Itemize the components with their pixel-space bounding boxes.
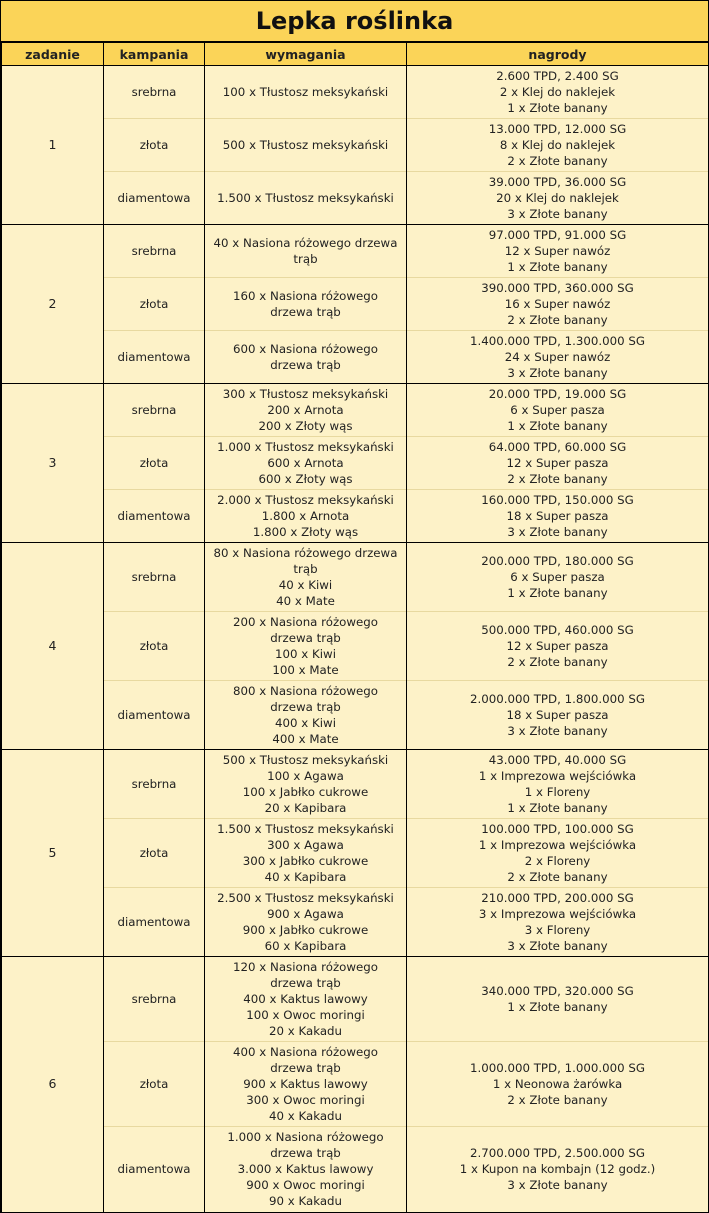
requirements-cell — [205, 1042, 407, 1127]
rewards-cell — [407, 1127, 709, 1212]
task-number: 1 — [2, 66, 104, 225]
reward-line: 2 x Złote banany — [507, 1093, 608, 1107]
header-campaign: kampania — [104, 43, 205, 66]
requirement-line: 800 x Nasiona różowego — [233, 684, 378, 698]
quest-table — [1, 42, 709, 1212]
requirement-line: drzewa trąb — [270, 1146, 341, 1161]
requirement-line: 3.000 x Kaktus lawowy — [237, 1162, 374, 1177]
campaign-cell: złota — [104, 612, 205, 681]
requirement-line: 20 x Kapibara — [264, 801, 347, 815]
requirements-cell — [205, 278, 407, 331]
reward-line: 6 x Super pasza — [510, 570, 605, 584]
reward-line: 18 x Super pasza — [506, 708, 609, 722]
reward-line: 20 x Klej do naklejek — [496, 191, 619, 205]
rewards-cell — [407, 225, 709, 278]
reward-line: 210.000 TPD, 200.000 SG — [481, 891, 634, 905]
requirement-line: 80 x Nasiona różowego drzewa — [213, 546, 398, 560]
requirement-line: 600 x Złoty wąs — [258, 472, 353, 486]
reward-line: 20.000 TPD, 19.000 SG — [488, 387, 627, 401]
reward-line: 12 x Super pasza — [506, 456, 609, 470]
reward-line: 3 x Złote banany — [507, 939, 608, 953]
requirement-line: 120 x Nasiona różowego — [233, 960, 378, 974]
requirement-line: 400 x Nasiona różowego — [233, 1045, 378, 1059]
requirement-line: 500 x Tłustosz meksykański — [222, 138, 389, 152]
campaign-cell: srebrna — [104, 957, 205, 1042]
requirement-line: 600 x Nasiona różowego — [233, 342, 378, 356]
campaign-cell: srebrna — [104, 225, 205, 278]
reward-line: 1 x Neonowa żarówka — [492, 1077, 623, 1091]
reward-line: 97.000 TPD, 91.000 SG — [488, 228, 627, 242]
reward-line: 1.000.000 TPD, 1.000.000 SG — [469, 1061, 646, 1075]
reward-line: 2 x Złote banany — [507, 154, 608, 168]
requirement-line: 100 x Owoc moringi — [246, 1008, 365, 1022]
header-requirements: wymagania — [205, 43, 407, 66]
reward-line: 100.000 TPD, 100.000 SG — [481, 822, 634, 836]
campaign-cell: diamentowa — [104, 1127, 205, 1212]
reward-line: 1 x Imprezowa wejściówka — [478, 769, 637, 783]
rewards-cell — [407, 384, 709, 437]
requirement-line: 1.800 x Złoty wąs — [252, 525, 359, 539]
reward-line: 1.400.000 TPD, 1.300.000 SG — [469, 334, 646, 348]
requirement-line: drzewa trąb — [270, 305, 341, 319]
page-title: Lepka roślinka — [1, 1, 708, 42]
reward-line: 2 x Złote banany — [507, 870, 608, 884]
reward-line: 1 x Imprezowa wejściówka — [478, 838, 637, 852]
reward-line: 8 x Klej do naklejek — [499, 138, 616, 152]
requirement-line: 1.500 x Tłustosz meksykański — [217, 191, 394, 205]
task-number: 5 — [2, 750, 104, 957]
requirement-line: 600 x Arnota — [267, 456, 344, 470]
campaign-cell: złota — [104, 819, 205, 888]
campaign-cell: srebrna — [104, 750, 205, 819]
requirement-line: 160 x Nasiona różowego — [233, 289, 378, 303]
rewards-cell — [407, 957, 709, 1042]
requirement-line: 300 x Tłustosz meksykański — [222, 387, 389, 401]
table-row — [2, 278, 709, 331]
reward-line: 16 x Super nawóz — [504, 297, 611, 311]
requirement-line: 900 x Jabłko cukrowe — [242, 923, 369, 937]
reward-line: 2 x Floreny — [524, 854, 591, 868]
reward-line: 3 x Złote banany — [507, 525, 608, 539]
reward-line: 43.000 TPD, 40.000 SG — [488, 753, 627, 767]
header-task: zadanie — [2, 43, 104, 66]
requirements-cell — [205, 119, 407, 172]
requirement-line: drzewa trąb — [270, 358, 341, 372]
requirements-cell — [205, 819, 407, 888]
requirements-cell — [205, 957, 407, 1042]
task-number: 2 — [2, 225, 104, 384]
rewards-cell — [407, 1042, 709, 1127]
rewards-cell — [407, 888, 709, 957]
reward-line: 500.000 TPD, 460.000 SG — [481, 623, 634, 637]
table-row — [2, 225, 709, 278]
campaign-cell: złota — [104, 278, 205, 331]
requirements-cell — [205, 681, 407, 750]
requirements-cell — [205, 172, 407, 225]
requirements-cell — [205, 888, 407, 957]
reward-line: 64.000 TPD, 60.000 SG — [488, 440, 627, 454]
requirement-line: drzewa trąb — [270, 1061, 341, 1075]
requirement-line: 40 x Nasiona różowego drzewa — [213, 236, 398, 250]
reward-line: 2.700.000 TPD, 2.500.000 SG — [469, 1146, 646, 1161]
requirement-line: 400 x Mate — [272, 732, 339, 746]
requirement-line: 1.000 x Nasiona różowego — [227, 1130, 384, 1145]
reward-line: 24 x Super nawóz — [504, 350, 611, 364]
rewards-cell — [407, 681, 709, 750]
rewards-cell — [407, 543, 709, 612]
task-number: 4 — [2, 543, 104, 750]
reward-line: 1 x Złote banany — [507, 419, 608, 433]
table-row — [2, 490, 709, 543]
requirements-cell — [205, 331, 407, 384]
rewards-cell — [407, 437, 709, 490]
reward-line: 18 x Super pasza — [506, 509, 609, 523]
reward-line: 1 x Złote banany — [507, 586, 608, 600]
requirements-cell — [205, 384, 407, 437]
requirement-line: 2.000 x Tłustosz meksykański — [217, 493, 394, 507]
table-row — [2, 384, 709, 437]
requirement-line: 300 x Owoc moringi — [246, 1093, 365, 1107]
campaign-cell: złota — [104, 119, 205, 172]
table-row — [2, 888, 709, 957]
rewards-cell — [407, 490, 709, 543]
requirements-cell — [205, 1127, 407, 1212]
requirement-line: 400 x Kiwi — [275, 716, 336, 730]
requirement-line: drzewa trąb — [270, 700, 341, 714]
reward-line: 2 x Złote banany — [507, 472, 608, 486]
requirement-line: drzewa trąb — [270, 976, 341, 990]
reward-line: 3 x Złote banany — [507, 207, 608, 221]
reward-line: 160.000 TPD, 150.000 SG — [481, 493, 634, 507]
reward-line: 13.000 TPD, 12.000 SG — [488, 122, 627, 136]
requirement-line: 1.800 x Arnota — [261, 509, 350, 523]
requirement-line: 900 x Owoc moringi — [246, 1178, 365, 1193]
requirement-line: 40 x Kapibara — [264, 870, 347, 884]
requirement-line: 500 x Tłustosz meksykański — [222, 753, 389, 767]
requirement-line: 1.500 x Tłustosz meksykański — [217, 822, 394, 836]
requirement-line: trąb — [293, 252, 318, 266]
rewards-cell — [407, 278, 709, 331]
requirement-line: 300 x Jabłko cukrowe — [242, 854, 369, 868]
requirement-line: 900 x Kaktus lawowy — [243, 1077, 368, 1091]
table-row — [2, 1127, 709, 1212]
requirements-cell — [205, 543, 407, 612]
reward-line: 1 x Złote banany — [507, 1000, 608, 1014]
campaign-cell: złota — [104, 437, 205, 490]
requirement-line: 40 x Kakadu — [268, 1109, 343, 1123]
table-row — [2, 1042, 709, 1127]
reward-line: 2.000.000 TPD, 1.800.000 SG — [469, 692, 646, 706]
table-row — [2, 543, 709, 612]
requirement-line: 20 x Kakadu — [268, 1024, 343, 1038]
rewards-cell — [407, 819, 709, 888]
requirement-line: 60 x Kapibara — [264, 939, 347, 953]
task-number: 3 — [2, 384, 104, 543]
reward-line: 1 x Kupon na kombajn (12 godz.) — [459, 1162, 656, 1177]
rewards-cell — [407, 66, 709, 119]
reward-line: 1 x Złote banany — [507, 260, 608, 274]
requirements-cell — [205, 225, 407, 278]
task-number: 6 — [2, 957, 104, 1212]
requirement-line: 100 x Tłustosz meksykański — [222, 85, 389, 99]
rewards-cell — [407, 331, 709, 384]
requirement-line: 2.500 x Tłustosz meksykański — [217, 891, 394, 905]
reward-line: 12 x Super pasza — [506, 639, 609, 653]
campaign-cell: srebrna — [104, 384, 205, 437]
campaign-cell: diamentowa — [104, 331, 205, 384]
requirement-line: 200 x Złoty wąs — [258, 419, 353, 433]
requirements-cell — [205, 612, 407, 681]
campaign-cell: diamentowa — [104, 888, 205, 957]
requirement-line: 1.000 x Tłustosz meksykański — [217, 440, 394, 454]
table-row — [2, 172, 709, 225]
requirements-cell — [205, 750, 407, 819]
reward-line: 2 x Złote banany — [507, 313, 608, 327]
table-row — [2, 437, 709, 490]
table-row — [2, 957, 709, 1042]
reward-line: 340.000 TPD, 320.000 SG — [481, 984, 634, 998]
rewards-cell — [407, 612, 709, 681]
requirement-line: 100 x Agawa — [267, 769, 344, 783]
requirement-line: trąb — [293, 562, 318, 576]
rewards-cell — [407, 750, 709, 819]
table-row — [2, 750, 709, 819]
requirement-line: 400 x Kaktus lawowy — [243, 992, 368, 1006]
reward-line: 2 x Złote banany — [507, 655, 608, 669]
reward-line: 39.000 TPD, 36.000 SG — [488, 175, 627, 189]
requirement-line: 100 x Mate — [272, 663, 339, 677]
campaign-cell: diamentowa — [104, 490, 205, 543]
table-row — [2, 66, 709, 119]
reward-line: 1 x Złote banany — [507, 101, 608, 115]
table-body — [2, 66, 709, 1212]
campaign-cell: diamentowa — [104, 172, 205, 225]
requirement-line: 100 x Kiwi — [275, 647, 336, 661]
requirement-line: 200 x Nasiona różowego — [233, 615, 378, 629]
requirements-cell — [205, 437, 407, 490]
reward-line: 1 x Złote banany — [507, 801, 608, 815]
campaign-cell: srebrna — [104, 543, 205, 612]
table-row — [2, 331, 709, 384]
requirement-line: 40 x Mate — [276, 594, 335, 608]
reward-line: 3 x Złote banany — [507, 724, 608, 738]
reward-line: 12 x Super nawóz — [504, 244, 611, 258]
reward-line: 3 x Floreny — [524, 923, 591, 937]
reward-line: 3 x Złote banany — [507, 1178, 608, 1193]
requirement-line: 90 x Kakadu — [268, 1194, 343, 1209]
reward-line: 1 x Floreny — [524, 785, 591, 799]
requirement-line: 40 x Kiwi — [278, 578, 333, 592]
reward-line: 3 x Złote banany — [507, 366, 608, 380]
requirement-line: 300 x Agawa — [267, 838, 344, 852]
campaign-cell: złota — [104, 1042, 205, 1127]
table-row — [2, 119, 709, 172]
header-row — [2, 43, 709, 66]
requirement-line: 100 x Jabłko cukrowe — [242, 785, 369, 799]
requirements-cell — [205, 490, 407, 543]
requirement-line: 200 x Arnota — [267, 403, 344, 417]
campaign-cell: diamentowa — [104, 681, 205, 750]
requirements-cell — [205, 66, 407, 119]
reward-line: 6 x Super pasza — [510, 403, 605, 417]
reward-line: 2 x Klej do naklejek — [499, 85, 616, 99]
reward-line: 200.000 TPD, 180.000 SG — [481, 554, 634, 568]
rewards-cell — [407, 119, 709, 172]
table-row — [2, 819, 709, 888]
reward-line: 390.000 TPD, 360.000 SG — [481, 281, 634, 295]
header-rewards: nagrody — [407, 43, 709, 66]
rewards-cell — [407, 172, 709, 225]
table-row — [2, 612, 709, 681]
requirement-line: drzewa trąb — [270, 631, 341, 645]
reward-line: 2.600 TPD, 2.400 SG — [496, 69, 619, 83]
reward-line: 3 x Imprezowa wejściówka — [478, 907, 637, 921]
table-row — [2, 681, 709, 750]
requirement-line: 900 x Agawa — [267, 907, 344, 921]
campaign-cell: srebrna — [104, 66, 205, 119]
